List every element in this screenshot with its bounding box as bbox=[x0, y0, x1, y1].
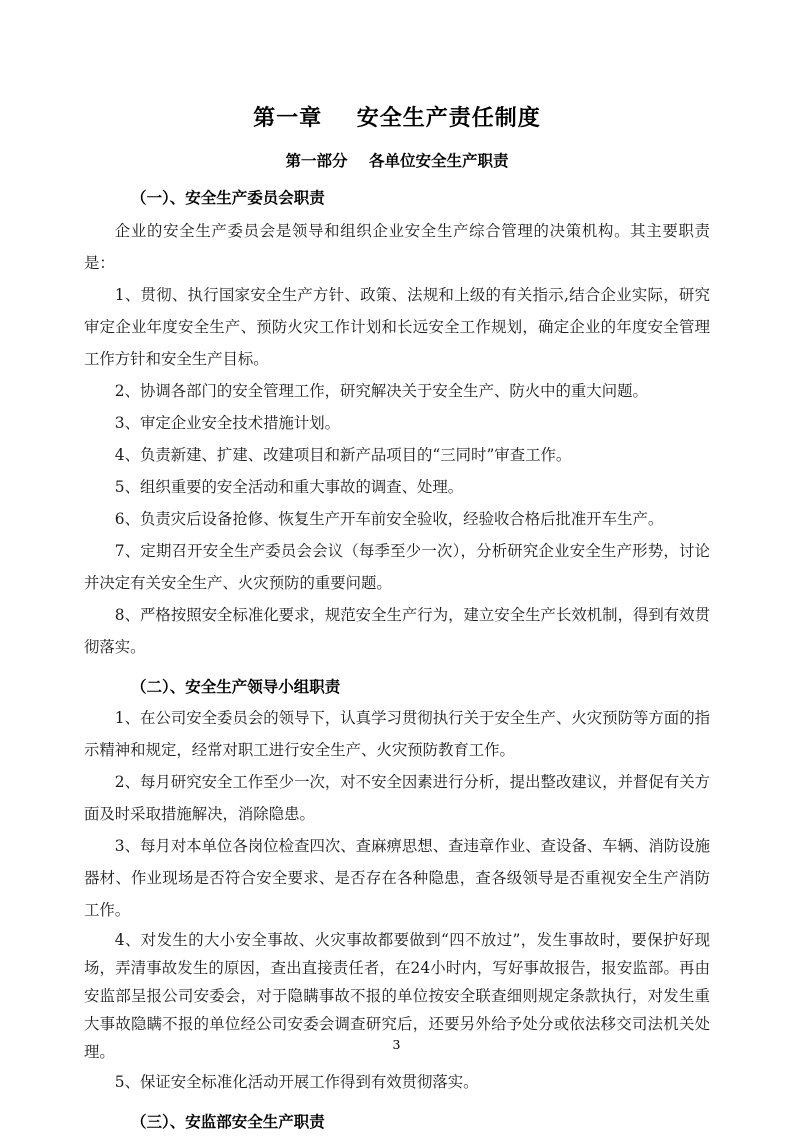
document-content bbox=[84, 0, 710, 1137]
section-heading-2: （二）、安全生产领导小组职责 bbox=[131, 678, 341, 696]
section-1-item-5: 5、组织重要的安全活动和重大事故的调查、处理。 bbox=[114, 478, 464, 496]
section-1-lead-paragraph: 企业的安全生产委员会是领导和组织企业安全生产综合管理的决策机构。其主要职责是： bbox=[84, 222, 710, 272]
section-1-item-8: 8、严格按照安全标准化要求，规范安全生产行为，建立安全生产长效机制，得到有效贯彻落实。 bbox=[84, 606, 710, 656]
section-heading-3: （三）、安监部安全生产职责 bbox=[131, 1113, 325, 1131]
section-1-item-6: 6、负责灾后设备抢修、恢复生产开车前安全验收，经验收合格后批准开车生产。 bbox=[114, 510, 664, 528]
chapter-title: 第一章 安全生产责任制度 bbox=[253, 106, 541, 131]
section-2-item-1: 1、在公司安全委员会的领导下，认真学习贯彻执行关于安全生产、火灾预防等方面的指示精神和规定，经常对职工进行安全生产、火灾预防教育工作。 bbox=[84, 709, 710, 759]
section-1-item-7: 7、定期召开安全生产委员会会议（每季至少一次），分析研究企业安全生产形势，讨论并决定有关安全生产、火灾预防的重要问题。 bbox=[84, 542, 710, 592]
section-2-item-4: 4、对发生的大小安全事故、火灾事故都要做到“四不放过”，发生事故时，要保护好现场，弄清事故发生的原因，查出直接责任者，在24小时内，写好事故报告，报安监部。再由安监部呈报公司安委会，对于隐瞒事故不报的单位按安全联查细则规定条款执行，对发生重大事故隐瞒不报的单位经公司安委会调查研究后，还要另外给予处分或依法移交司法机关处理。 bbox=[84, 931, 710, 1061]
section-1-item-1: 1、贯彻、执行国家安全生产方针、政策、法规和上级的有关指示,结合企业实际，研究审定企业年度安全生产、预防火灾工作计划和长远安全工作规划，确定企业的年度安全管理工作方针和安全生产目标。 bbox=[84, 286, 710, 368]
section-1-item-4: 4、负责新建、扩建、改建项目和新产品项目的“三同时”审查工作。 bbox=[114, 446, 572, 464]
part-subtitle: 第一部分 各单位安全生产职责 bbox=[285, 152, 509, 170]
section-2-item-5: 5、保证安全标准化活动开展工作得到有效贯彻落实。 bbox=[114, 1073, 479, 1091]
page-number: 3 bbox=[392, 1037, 401, 1052]
section-heading-1: （一）、安全生产委员会职责 bbox=[131, 189, 325, 207]
section-1-item-3: 3、审定企业安全技术措施计划。 bbox=[114, 414, 341, 432]
section-2-item-3: 3、每月对本单位各岗位检查四次、查麻痹思想、查违章作业、查设备、车辆、消防设施器材、作业现场是否符合安全要求、是否存在各种隐患，查各级领导是否重视安全生产消防工作。 bbox=[84, 837, 710, 919]
section-2-item-2: 2、每月研究安全工作至少一次，对不安全因素进行分析，提出整改建议，并督促有关方面及时采取措施解决，消除隐患。 bbox=[84, 773, 710, 823]
section-1-item-2: 2、协调各部门的安全管理工作，研究解决关于安全生产、防火中的重大问题。 bbox=[114, 382, 648, 400]
